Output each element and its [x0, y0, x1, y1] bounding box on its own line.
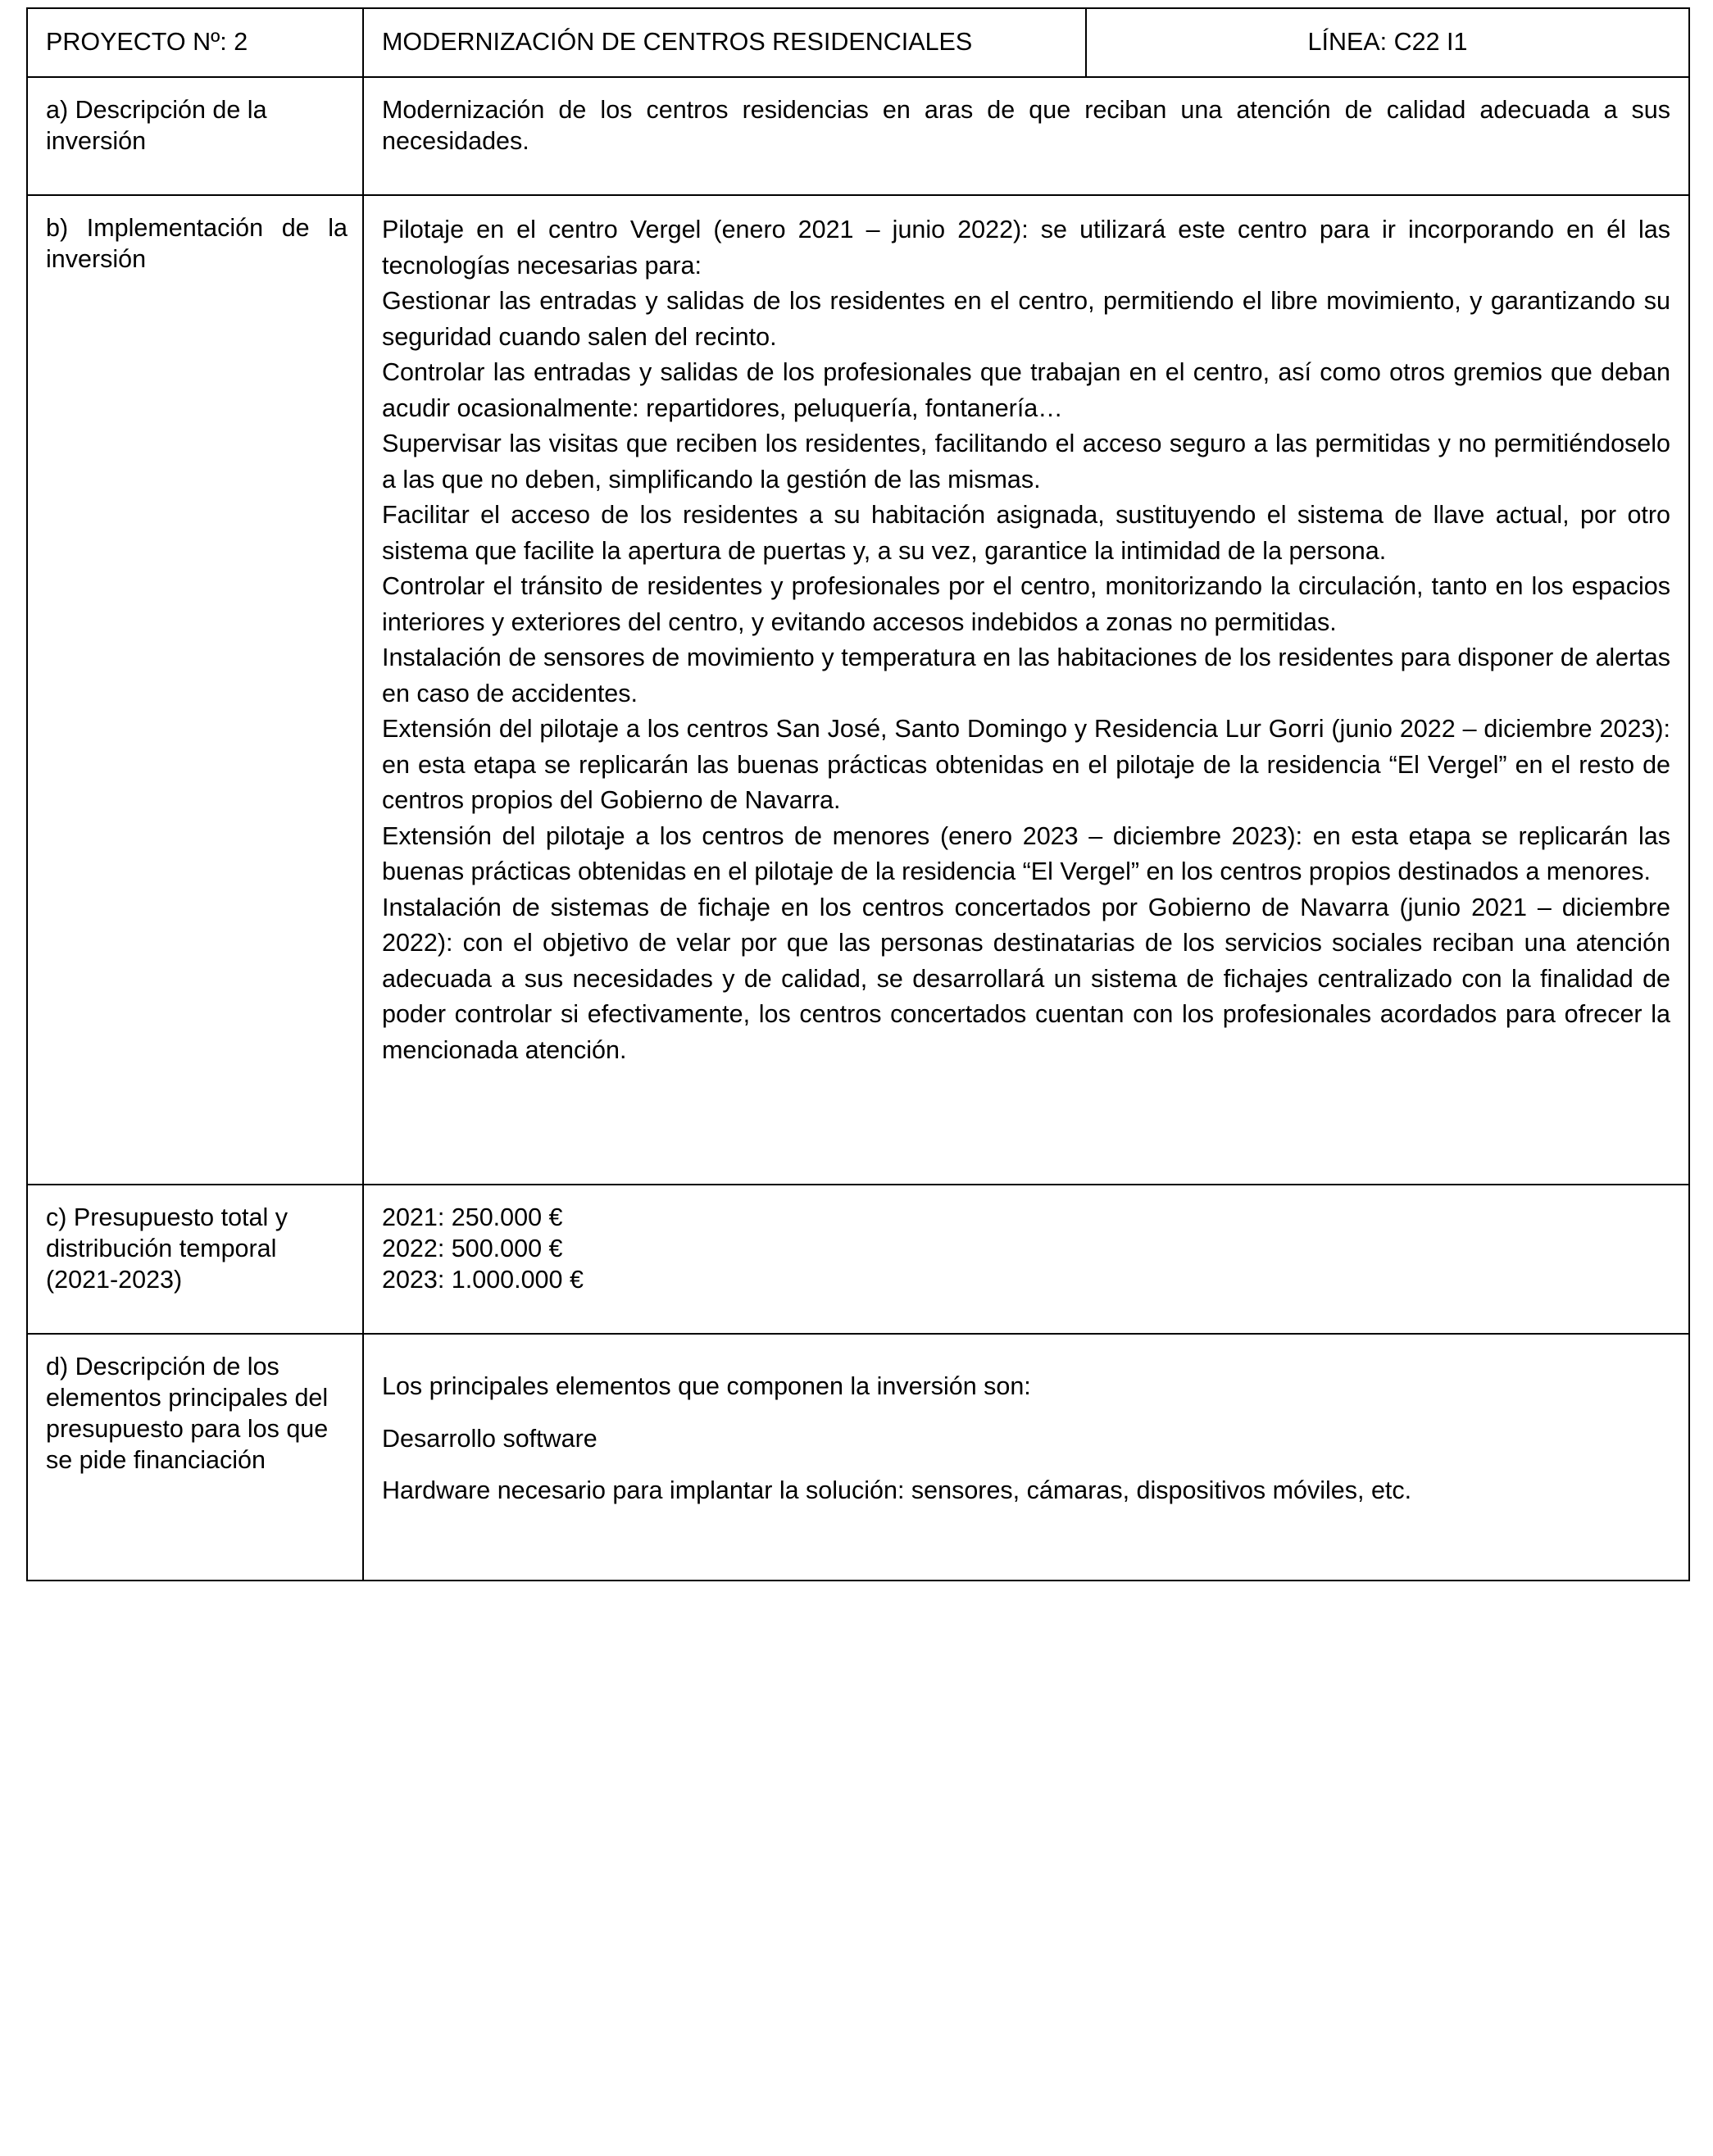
row-description [27, 77, 1689, 195]
value-budget [363, 1185, 1689, 1334]
budget-line: 2023: 1.000.000 € [382, 1266, 584, 1294]
budget-elements-paragraph: Hardware necesario para implantar la solución: sensores, cámaras, dispositivos móviles, etc. [382, 1476, 1412, 1504]
implementation-paragraph: Extensión del pilotaje a los centros de menores (enero 2023 – diciembre 2023): en esta etapa se replicarán las buenas prácticas obtenidas en el pilotaje de la residencia “El Vergel” en los centros propios destinados a menores. [382, 821, 1670, 885]
project-table [26, 7, 1690, 1581]
budget-elements-paragraph: Desarrollo software [382, 1424, 598, 1453]
value-implementation [363, 195, 1689, 1185]
implementation-paragraph: Gestionar las entradas y salidas de los residentes en el centro, permitiendo el libre movimiento, y garantizando su seguridad cuando salen del recinto. [382, 287, 1670, 351]
label-implementation: b) Implementación de la inversión [27, 195, 363, 1185]
implementation-paragraph: Extensión del pilotaje a los centros San José, Santo Domingo y Residencia Lur Gorri (junio 2022 – diciembre 2023): en esta etapa se replicarán las buenas prácticas obtenidas en el pilotaje de la residencia “El Vergel” en el resto de centros propios del Gobierno de Navarra. [382, 715, 1670, 814]
project-title: MODERNIZACIÓN DE CENTROS RESIDENCIALES [363, 8, 1086, 77]
row-budget-elements [27, 1334, 1689, 1581]
implementation-paragraph: Controlar el tránsito de residentes y profesionales por el centro, monitorizando la circulación, tanto en los espacios interiores y exteriores del centro, y evitando accesos indebidos a zonas no permitidas. [382, 572, 1670, 636]
project-line: LÍNEA: C22 I1 [1086, 8, 1689, 77]
implementation-paragraph: Controlar las entradas y salidas de los profesionales que trabajan en el centro, así como otros gremios que deban acudir ocasionalmente: repartidores, peluquería, fontanería… [382, 358, 1670, 422]
row-implementation [27, 195, 1689, 1185]
project-number: PROYECTO Nº: 2 [27, 8, 363, 77]
value-budget-elements [363, 1334, 1689, 1581]
budget-line: 2022: 500.000 € [382, 1235, 563, 1262]
budget-elements-paragraph: Los principales elementos que componen la inversión son: [382, 1372, 1031, 1400]
description-text: Modernización de los centros residencias en aras de que reciban una atención de calidad adecuada a sus necesidades. [382, 96, 1670, 155]
label-budget-elements: d) Descripción de los elementos principales del presupuesto para los que se pide financiación [27, 1334, 363, 1581]
implementation-paragraph: Pilotaje en el centro Vergel (enero 2021 – junio 2022): se utilizará este centro para ir incorporando en él las tecnologías necesarias para: [382, 216, 1670, 280]
implementation-paragraph: Instalación de sistemas de fichaje en los centros concertados por Gobierno de Navarra (junio 2021 – diciembre 2022): con el objetivo de velar por que las personas destinatarias de los servicios sociales reciban una atención adecuada a sus necesidades y de calidad, se desarrollará un sistema de fichajes centralizado con la finalidad de poder controlar si efectivamente, los centros concertados cuentan con los profesionales acordados para ofrecer la mencionada atención. [382, 893, 1670, 1064]
implementation-paragraph: Instalación de sensores de movimiento y temperatura en las habitaciones de los residentes para disponer de alertas en caso de accidentes. [382, 644, 1670, 707]
budget-line: 2021: 250.000 € [382, 1203, 563, 1231]
header-row [27, 8, 1689, 77]
value-description [363, 77, 1689, 195]
label-description: a) Descripción de la inversión [27, 77, 363, 195]
implementation-paragraph: Facilitar el acceso de los residentes a su habitación asignada, sustituyendo el sistema de llave actual, por otro sistema que facilite la apertura de puertas y, a su vez, garantice la intimidad de la persona. [382, 501, 1670, 565]
label-budget: c) Presupuesto total y distribución temporal (2021-2023) [27, 1185, 363, 1334]
implementation-paragraph: Supervisar las visitas que reciben los residentes, facilitando el acceso seguro a las permitidas y no permitiéndoselo a las que no deben, simplificando la gestión de las mismas. [382, 430, 1670, 494]
row-budget [27, 1185, 1689, 1334]
